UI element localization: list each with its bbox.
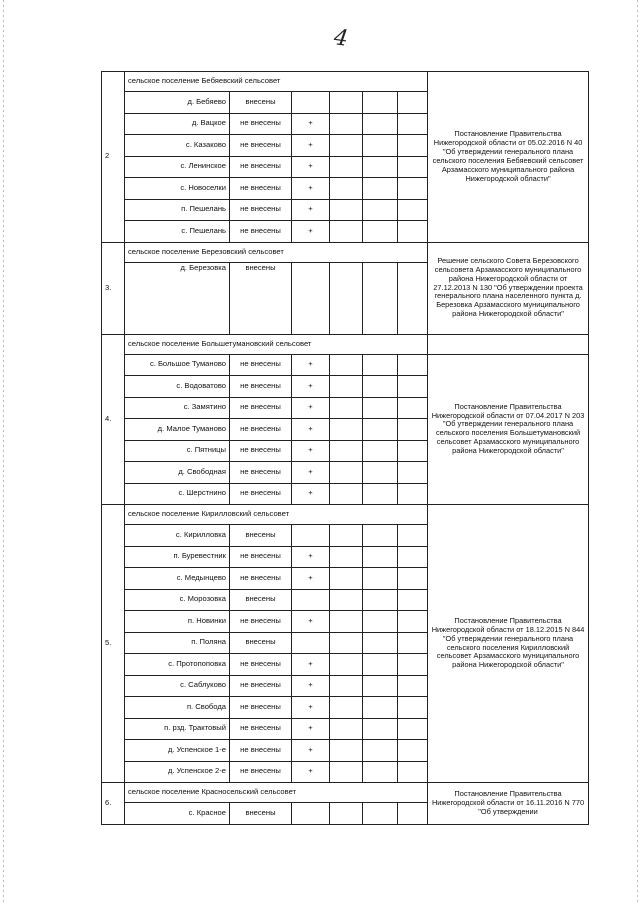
settlement-name: с. Большое Туманово [125, 354, 230, 376]
scan-edge-left [3, 0, 4, 905]
empty-cell [398, 761, 428, 783]
empty-cell [330, 761, 363, 783]
empty-cell [363, 92, 398, 114]
empty-cell [363, 419, 398, 441]
settlement-name: с. Новоселки [125, 178, 230, 200]
settlement-name: с. Шерстнино [125, 483, 230, 505]
settlement-mark [292, 92, 330, 114]
settlement-status: не внесены [230, 611, 292, 633]
empty-cell [398, 654, 428, 676]
empty-cell [330, 568, 363, 590]
section-number: 5. [102, 505, 125, 783]
settlement-name: с. Пешелань [125, 221, 230, 243]
section-document: Постановление Правительства Нижегородской области от 05.02.2016 N 40 "Об утверждении генерального плана сельского поселения Бебяевский сельсовет Арзамасского муниципального района Нижегородской области" [428, 72, 589, 243]
settlement-mark: + [292, 440, 330, 462]
settlement-name: с. Пятницы [125, 440, 230, 462]
empty-cell [363, 697, 398, 719]
settlement-mark: + [292, 397, 330, 419]
section-number: 4. [102, 334, 125, 505]
settlement-name: с. Саблуково [125, 675, 230, 697]
settlement-mark [292, 262, 330, 334]
empty-cell [398, 440, 428, 462]
settlement-mark: + [292, 654, 330, 676]
section-number: 6. [102, 783, 125, 825]
empty-cell [363, 221, 398, 243]
empty-cell [330, 654, 363, 676]
table-body [102, 72, 589, 825]
settlements-table [101, 71, 589, 825]
empty-cell [363, 761, 398, 783]
empty-cell [330, 740, 363, 762]
empty-cell [330, 611, 363, 633]
empty-cell [398, 611, 428, 633]
settlement-name: с. Замятино [125, 397, 230, 419]
settlement-name: д. Успенское 2-е [125, 761, 230, 783]
settlement-name: д. Вацкое [125, 113, 230, 135]
settlement-status: внесены [230, 92, 292, 114]
empty-cell [330, 546, 363, 568]
empty-cell [398, 156, 428, 178]
settlement-mark: + [292, 135, 330, 157]
settlement-status: внесены [230, 525, 292, 547]
settlement-status: не внесены [230, 697, 292, 719]
section-document: Постановление Правительства Нижегородской области от 18.12.2015 N 844 "Об утверждении генерального плана сельского поселения Кирилловский сельсовет Арзамасского муниципального района Нижегородской области" [428, 505, 589, 783]
settlement-mark: + [292, 483, 330, 505]
empty-cell [398, 178, 428, 200]
section-title: сельское поселение Бебяевский сельсовет [125, 72, 428, 92]
document-empty-cell [428, 334, 589, 354]
section-header-row [102, 72, 589, 92]
empty-cell [398, 483, 428, 505]
empty-cell [330, 354, 363, 376]
empty-cell [398, 589, 428, 611]
settlement-status: не внесены [230, 675, 292, 697]
empty-cell [363, 156, 398, 178]
settlement-status: не внесены [230, 113, 292, 135]
section-number: 2 [102, 72, 125, 243]
empty-cell [363, 483, 398, 505]
empty-cell [363, 568, 398, 590]
empty-cell [398, 376, 428, 398]
empty-cell [363, 199, 398, 221]
settlement-mark: + [292, 697, 330, 719]
empty-cell [363, 262, 398, 334]
settlement-name: с. Медынцево [125, 568, 230, 590]
empty-cell [330, 156, 363, 178]
empty-cell [363, 462, 398, 484]
settlement-mark: + [292, 761, 330, 783]
empty-cell [363, 397, 398, 419]
empty-cell [398, 740, 428, 762]
empty-cell [398, 462, 428, 484]
page-number: 4 [332, 25, 350, 52]
settlement-status: не внесены [230, 156, 292, 178]
empty-cell [363, 354, 398, 376]
empty-cell [330, 221, 363, 243]
empty-cell [398, 718, 428, 740]
empty-cell [398, 675, 428, 697]
section-header-row [102, 783, 589, 803]
section-header-row [102, 242, 589, 262]
empty-cell [330, 675, 363, 697]
settlement-mark: + [292, 611, 330, 633]
empty-cell [330, 440, 363, 462]
settlement-mark [292, 632, 330, 654]
empty-cell [363, 654, 398, 676]
empty-cell [330, 199, 363, 221]
settlement-status: не внесены [230, 376, 292, 398]
empty-cell [363, 546, 398, 568]
settlement-status: не внесены [230, 199, 292, 221]
scan-edge-right [637, 0, 638, 905]
empty-cell [398, 697, 428, 719]
settlement-mark: + [292, 546, 330, 568]
empty-cell [330, 135, 363, 157]
empty-cell [330, 419, 363, 441]
settlement-mark: + [292, 718, 330, 740]
settlement-mark: + [292, 675, 330, 697]
empty-cell [330, 718, 363, 740]
settlement-status: не внесены [230, 178, 292, 200]
settlement-name: п. рзд. Трактовый [125, 718, 230, 740]
settlement-mark: + [292, 462, 330, 484]
empty-cell [363, 718, 398, 740]
settlement-name: с. Морозовка [125, 589, 230, 611]
settlement-status: не внесены [230, 440, 292, 462]
empty-cell [330, 92, 363, 114]
empty-cell [398, 525, 428, 547]
empty-cell [363, 740, 398, 762]
settlement-name: п. Новинки [125, 611, 230, 633]
empty-cell [363, 135, 398, 157]
settlement-name: д. Бебяево [125, 92, 230, 114]
settlement-status: не внесены [230, 654, 292, 676]
empty-cell [330, 803, 363, 825]
section-title: сельское поселение Кирилловский сельсовет [125, 505, 428, 525]
section-title: сельское поселение Красносельский сельсовет [125, 783, 428, 803]
empty-cell [363, 178, 398, 200]
empty-cell [363, 113, 398, 135]
empty-cell [363, 440, 398, 462]
settlement-name: с. Ленинское [125, 156, 230, 178]
empty-cell [398, 92, 428, 114]
empty-cell [330, 113, 363, 135]
empty-cell [330, 483, 363, 505]
empty-cell [398, 397, 428, 419]
settlement-mark [292, 589, 330, 611]
settlement-mark [292, 525, 330, 547]
empty-cell [398, 546, 428, 568]
settlement-mark: + [292, 376, 330, 398]
settlement-name: д. Свободная [125, 462, 230, 484]
settlement-status: не внесены [230, 740, 292, 762]
section-document: Решение сельского Совета Березовского сельсовета Арзамасского муниципального района Нижегородской области от 27.12.2013 N 130 "Об утверждении проекта генерального плана населенного пункта д. Березовка Арзамасского муниципального района Нижегородской области" [428, 242, 589, 334]
settlement-mark: + [292, 419, 330, 441]
section-title: сельское поселение Большетумановский сельсовет [125, 334, 428, 354]
settlement-mark: + [292, 221, 330, 243]
empty-cell [398, 568, 428, 590]
settlement-status: не внесены [230, 397, 292, 419]
empty-cell [363, 376, 398, 398]
empty-cell [363, 589, 398, 611]
empty-cell [330, 632, 363, 654]
empty-cell [398, 419, 428, 441]
settlement-status: не внесены [230, 568, 292, 590]
settlement-status: не внесены [230, 221, 292, 243]
empty-cell [363, 803, 398, 825]
section-document: Постановление Правительства Нижегородской области от 07.04.2017 N 203 "Об утверждении генерального плана сельского поселения Большетумановский сельсовет Арзамасского муниципального района Нижегородской области" [428, 354, 589, 505]
empty-cell [398, 221, 428, 243]
settlement-status: не внесены [230, 419, 292, 441]
settlement-status: внесены [230, 803, 292, 825]
settlement-name: с. Казаково [125, 135, 230, 157]
section-document: Постановление Правительства Нижегородской области от 16.11.2016 N 770 "Об утверждении [428, 783, 589, 825]
settlement-status: внесены [230, 589, 292, 611]
settlement-name: с. Красное [125, 803, 230, 825]
settlement-mark: + [292, 354, 330, 376]
settlement-status: не внесены [230, 761, 292, 783]
settlement-row [102, 354, 589, 376]
empty-cell [363, 525, 398, 547]
settlement-status: не внесены [230, 546, 292, 568]
empty-cell [330, 178, 363, 200]
section-number: 3. [102, 242, 125, 334]
section-title: сельское поселение Березовский сельсовет [125, 242, 428, 262]
settlement-status: не внесены [230, 354, 292, 376]
empty-cell [330, 525, 363, 547]
section-header-row [102, 334, 589, 354]
settlement-name: п. Поляна [125, 632, 230, 654]
settlement-name: д. Малое Туманово [125, 419, 230, 441]
empty-cell [398, 803, 428, 825]
settlement-mark: + [292, 199, 330, 221]
empty-cell [330, 462, 363, 484]
empty-cell [330, 262, 363, 334]
empty-cell [330, 589, 363, 611]
empty-cell [330, 397, 363, 419]
settlement-mark [292, 803, 330, 825]
settlement-name: д. Березовка [125, 262, 230, 334]
settlement-status: внесены [230, 262, 292, 334]
settlement-name: с. Протопоповка [125, 654, 230, 676]
settlement-name: п. Буревестник [125, 546, 230, 568]
empty-cell [398, 262, 428, 334]
settlement-status: не внесены [230, 483, 292, 505]
empty-cell [363, 675, 398, 697]
settlement-status: не внесены [230, 718, 292, 740]
empty-cell [398, 354, 428, 376]
settlement-name: п. Свобода [125, 697, 230, 719]
empty-cell [363, 611, 398, 633]
settlement-mark: + [292, 113, 330, 135]
empty-cell [398, 632, 428, 654]
settlement-mark: + [292, 568, 330, 590]
empty-cell [330, 697, 363, 719]
empty-cell [363, 632, 398, 654]
empty-cell [398, 135, 428, 157]
section-header-row [102, 505, 589, 525]
empty-cell [398, 199, 428, 221]
settlement-mark: + [292, 156, 330, 178]
settlement-name: п. Пешелань [125, 199, 230, 221]
settlement-name: с. Кирилловка [125, 525, 230, 547]
empty-cell [330, 376, 363, 398]
settlement-name: с. Водоватово [125, 376, 230, 398]
settlement-status: не внесены [230, 462, 292, 484]
settlement-name: д. Успенское 1-е [125, 740, 230, 762]
settlement-mark: + [292, 178, 330, 200]
settlement-status: не внесены [230, 135, 292, 157]
settlement-status: внесены [230, 632, 292, 654]
settlement-mark: + [292, 740, 330, 762]
empty-cell [398, 113, 428, 135]
